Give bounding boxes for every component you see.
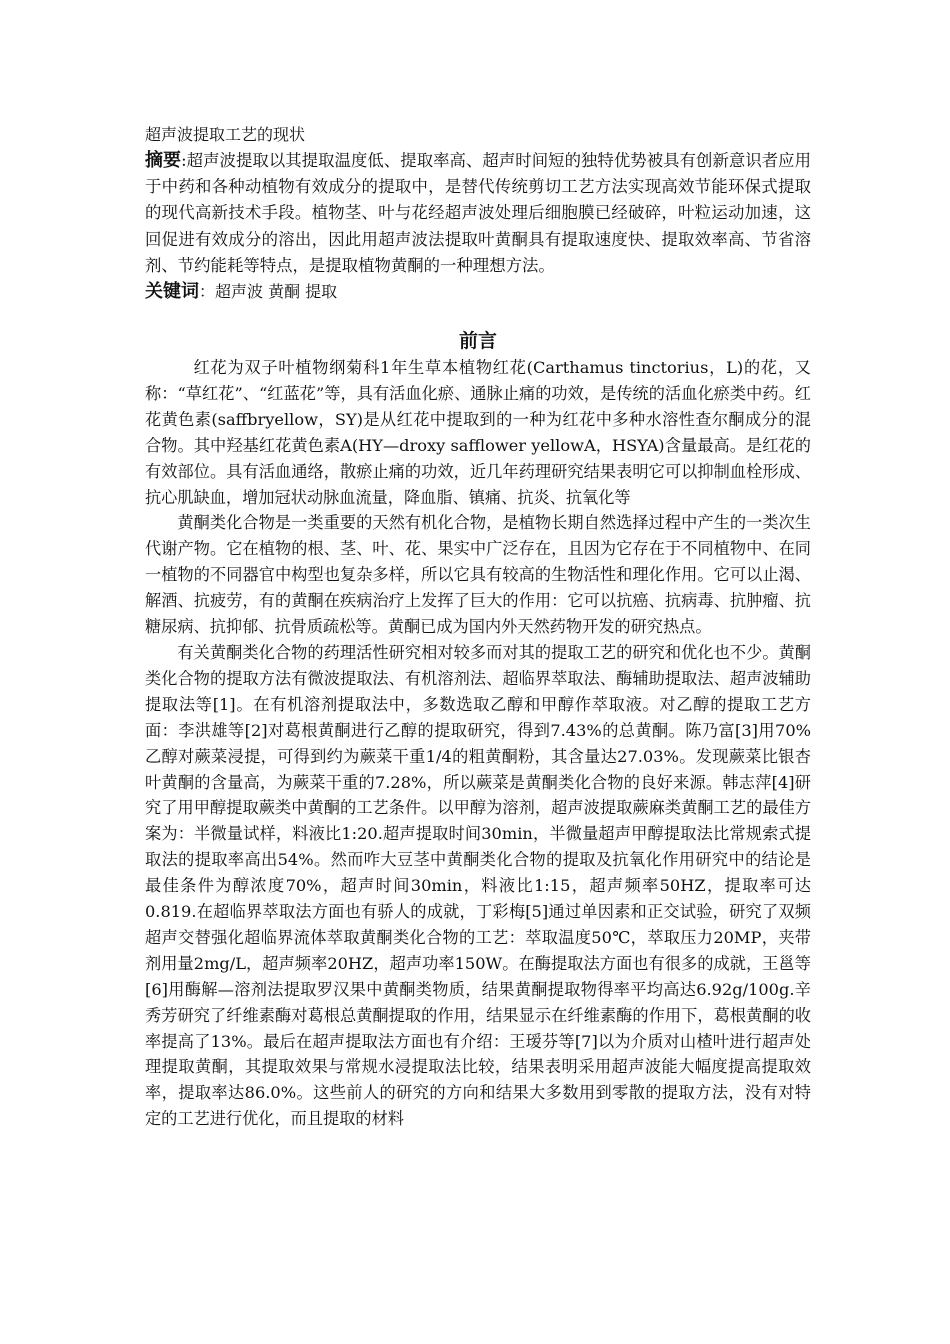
keywords-label: 关键词 bbox=[145, 281, 199, 303]
keywords bbox=[145, 279, 811, 305]
keywords-text: ：超声波 黄酮 提取 bbox=[199, 282, 338, 302]
paragraph-2: 黄酮类化合物是一类重要的天然有机化合物，是植物长期自然选择过程中产生的一类次生代谢产物。它在植物的根、茎、叶、花、果实中广泛存在，且因为它存在于不同植物中、在同一植物的不同器官中构型也复杂多样，所以它具有较高的生物活性和理化作用。它可以止渴、解酒、抗疲劳，有的黄酮在疾病治疗上发挥了巨大的作用：它可以抗癌、抗病毒、抗肿瘤、抗糖尿病、抗抑郁、抗骨质疏松等。黄酮已成为国内外天然药物开发的研究热点。 bbox=[145, 513, 811, 637]
abstract-label: 摘要 bbox=[145, 150, 182, 171]
document-page bbox=[145, 122, 811, 1132]
document-title: 超声波提取工艺的现状 bbox=[145, 125, 306, 144]
paragraph-1: 红花为双子叶植物纲菊科1年生草本植物红花(Carthamus tinctorius，L)的花，又称：“草红花”、“红蓝花”等，具有活血化瘀、通脉止痛的功效，是传统的活血化瘀类中药。红花黄色素(saffbryellow，SY)是从红花中提取到的一种为红花中多种水溶性查尔酮成分的混合物。其中羟基红花黄色素A(HY—droxy safflower yellowA，HSYA)含量最高。是红花的有效部位。具有活血通络，散瘀止痛的功效，近几年药理研究结果表明它可以抑制血栓形成、抗心肌缺血，增加冠状动脉血流量，降血脂、镇痛、抗炎、抗氧化等 bbox=[145, 358, 811, 507]
paragraph-3: 有关黄酮类化合物的药理活性研究相对较多而对其的提取工艺的研究和优化也不少。黄酮类化合物的提取方法有微波提取法、有机溶剂法、超临界萃取法、酶辅助提取法、超声波辅助提取法等[1]。在有机溶剂提取法中，多数选取乙醇和甲醇作萃取液。对乙醇的提取工艺方面：李洪雄等[2]对葛根黄酮进行乙醇的提取研究，得到7.43%的总黄酮。陈乃富[3]用70%乙醇对蕨菜浸提，可得到约为蕨菜干重1/4的粗黄酮粉，其含量达27.03%。发现蕨菜比银杏叶黄酮的含量高，为蕨菜干重的7.28%，所以蕨菜是黄酮类化合物的良好来源。韩志萍[4]研究了用甲醇提取蕨类中黄酮的工艺条件。以甲醇为溶剂，超声波提取蕨麻类黄酮工艺的最佳方案为：半微量试样，料液比1:20.超声提取时间30min，半微量超声甲醇提取法比常规索式提取法的提取率高出54%。然而咋大豆茎中黄酮类化合物的提取及抗氧化作用研究中的结论是最佳条件为醇浓度70%，超声时间30min，料液比1:15，超声频率50HZ，提取率可达0.819.在超临界萃取法方面也有骄人的成就，丁彩梅[5]通过单因素和正交试验，研究了双频超声交替强化超临界流体萃取黄酮类化合物的工艺：萃取温度50℃，萃取压力20MP，夹带剂用量2mg/L，超声频率20HZ，超声功率150W。在酶提取法方面也有很多的成就，王邕等[6]用酶解—溶剂法提取罗汉果中黄酮类物质，结果黄酮提取物得率平均高达6.92g/100g.辛秀芳研究了纤维素酶对葛根总黄酮提取的作用，结果显示在纤维素酶的作用下，葛根黄酮的收率提高了13%。最后在超声提取法方面也有介绍：王瑷芬等[7]以为介质对山楂叶进行超声处理提取黄酮，其提取效果与常规水浸提取法比较，结果表明采用超声波能大幅度提高提取效率，提取率达86.0%。这些前人的研究的方向和结果大多数用到零散的提取方法，没有对特定的工艺进行优化，而且提取的材料 bbox=[145, 642, 811, 1129]
abstract bbox=[145, 148, 811, 279]
abstract-text: :超声波提取以其提取温度低、提取率高、超声时间短的独特优势被具有创新意识者应用于中药和各种动植物有效成分的提取中，是替代传统剪切工艺方法实现高效节能环保式提取的现代高新技术手段。植物茎、叶与花经超声波处理后细胞膜已经破碎，叶粒运动加速，这回促进有效成分的溶出，因此用超声波法提取叶黄酮具有提取速度快、提取效率高、节省溶剂、节约能耗等特点，是提取植物黄酮的一种理想方法。 bbox=[145, 151, 812, 275]
section-heading-preface: 前言 bbox=[458, 330, 497, 353]
